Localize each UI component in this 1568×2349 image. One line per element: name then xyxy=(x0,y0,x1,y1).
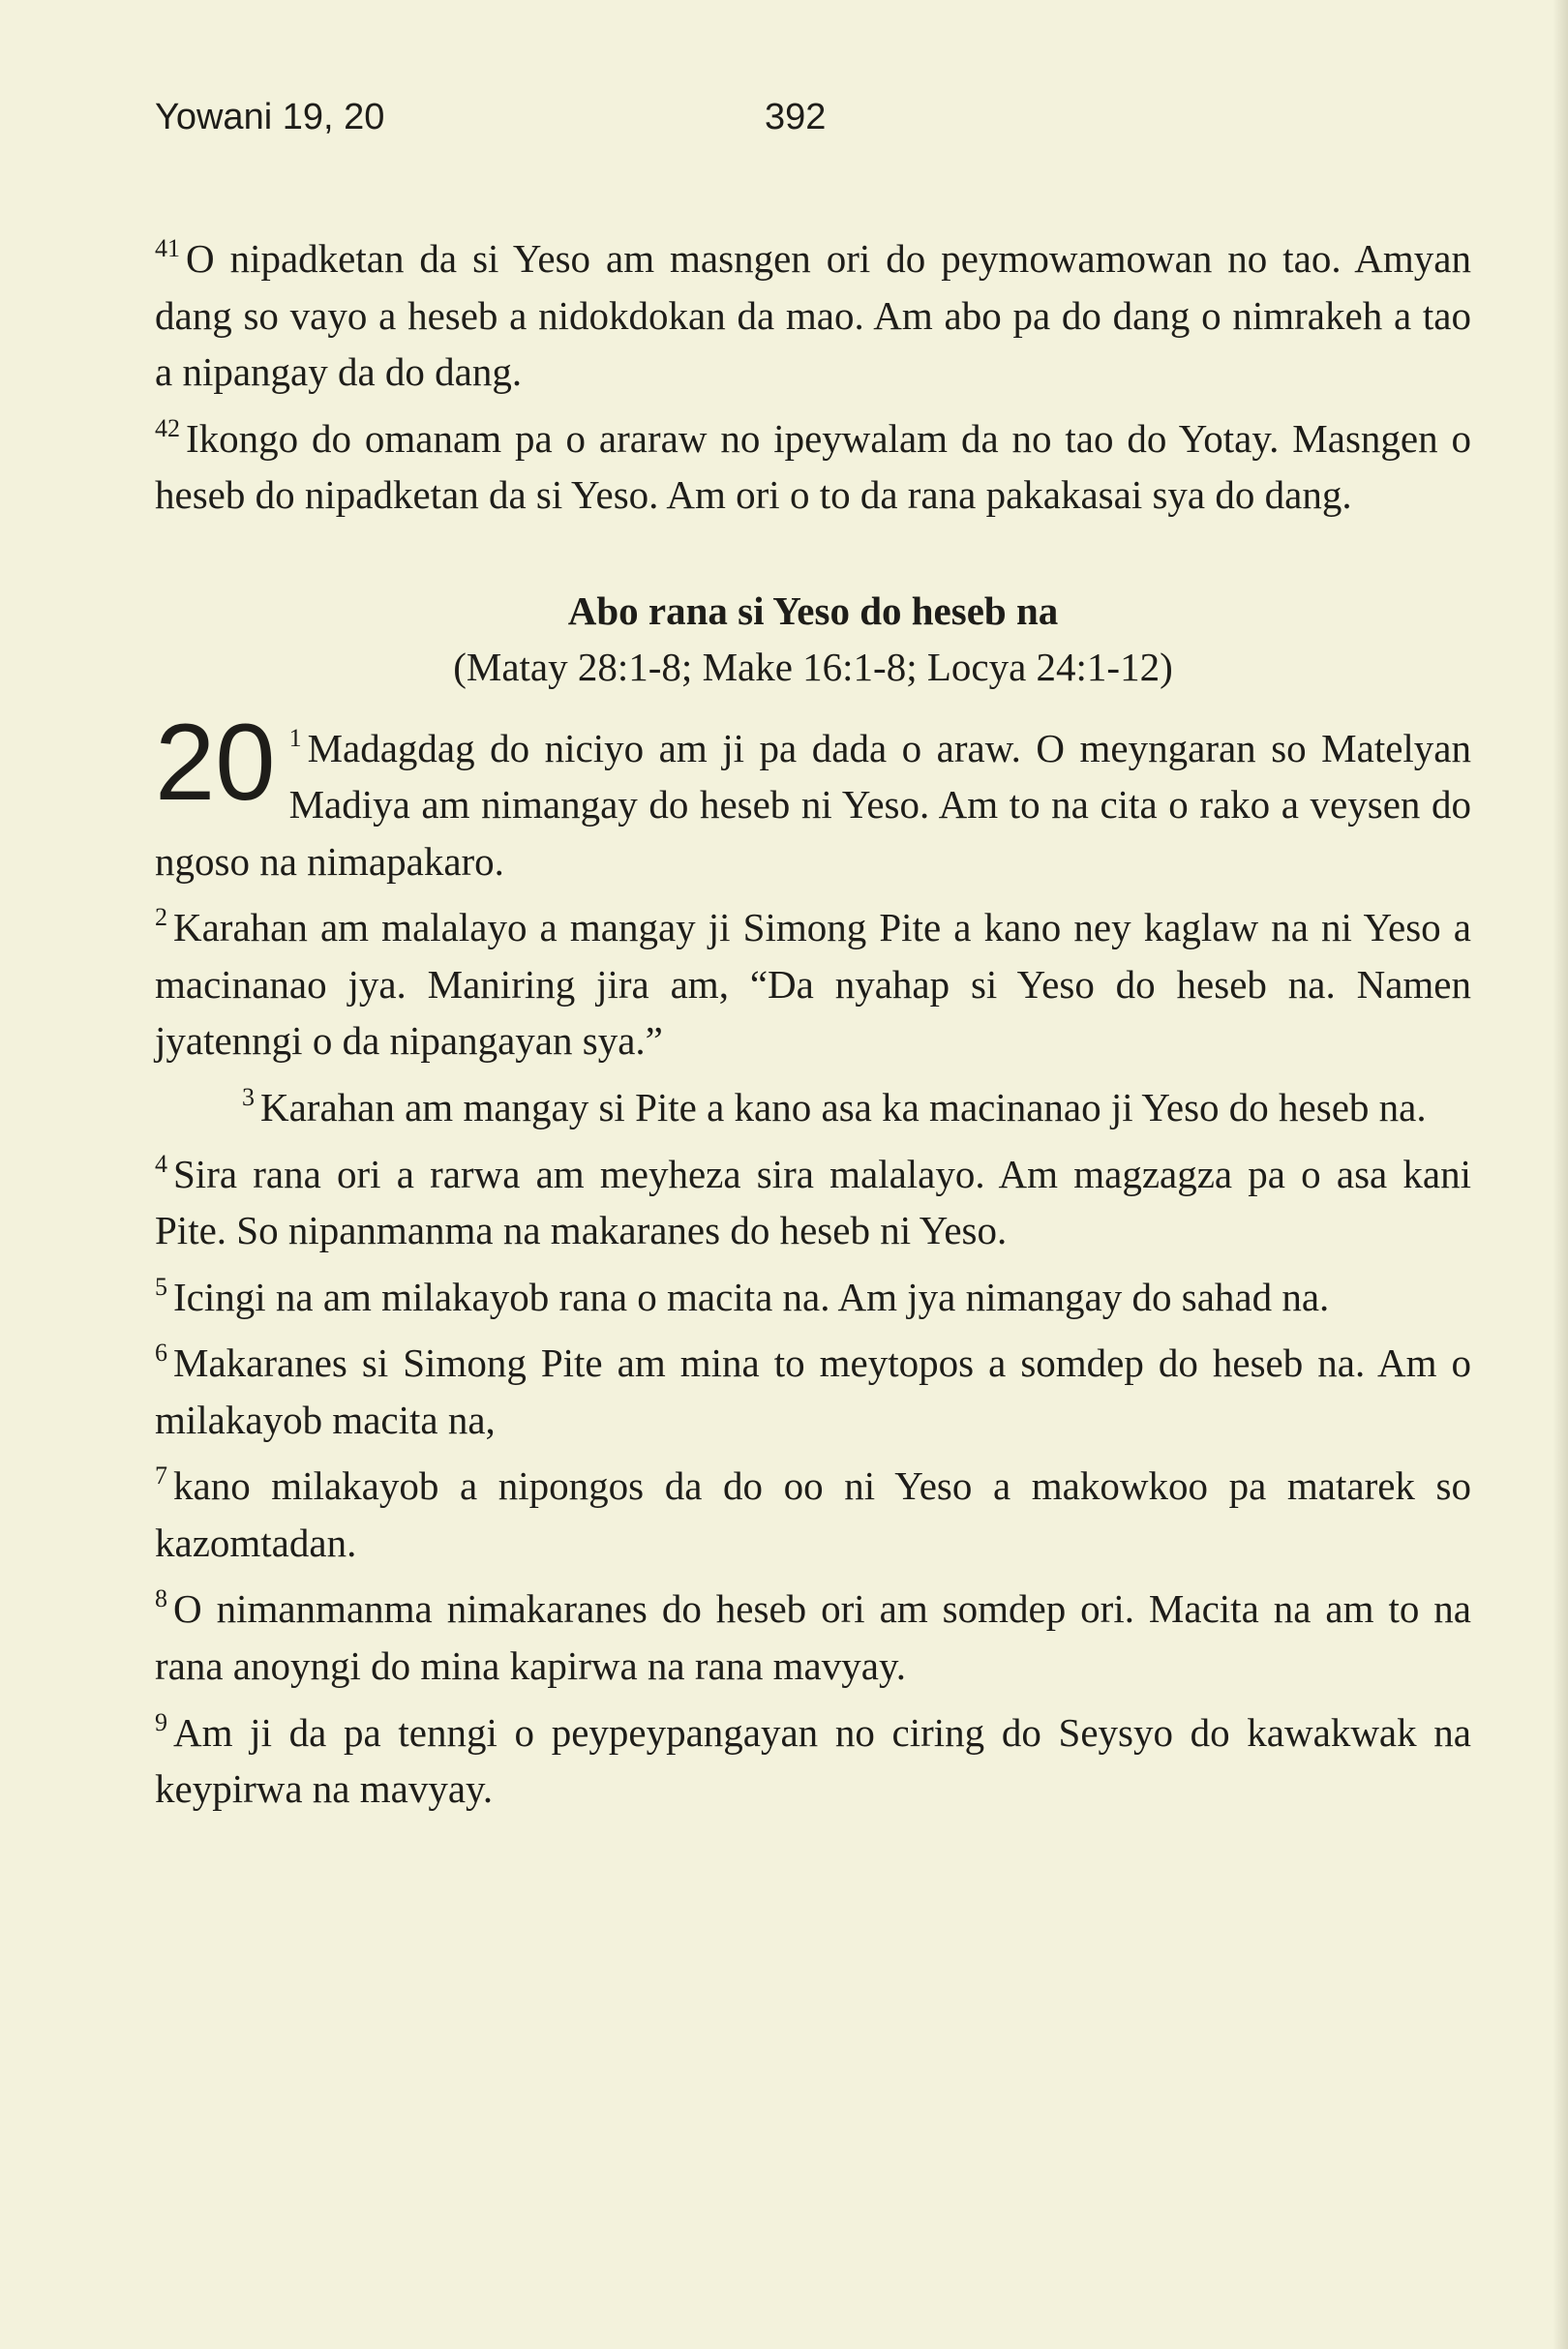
verse-text: Karahan am malalayo a mangay ji Simong Pite a kano ney kaglaw na ni Yeso a macinanao jya. Maniring jira am, “Da nyahap si Yeso do heseb na. Namen jyatenngi o da nipangayan sya.” xyxy=(155,905,1471,1064)
verse-paragraph xyxy=(155,1448,1471,1571)
verse-number: 41 xyxy=(155,234,180,262)
running-head: Yowani 19, 20 xyxy=(155,97,385,137)
page-edge xyxy=(1553,0,1568,2349)
verse-text: kano milakayob a nipongos da do oo ni Yeso a makowkoo pa matarek so kazomtadan. xyxy=(155,1463,1471,1565)
verse-paragraph xyxy=(155,1325,1471,1448)
verse-number: 4 xyxy=(155,1149,167,1178)
verse-number: 5 xyxy=(155,1272,167,1301)
verse-paragraph xyxy=(155,1136,1471,1259)
verse-paragraph xyxy=(155,401,1471,524)
verse-paragraph xyxy=(155,889,1471,1069)
verse-paragraph xyxy=(155,1695,1471,1818)
verse-number: 1 xyxy=(288,723,302,752)
verse-number: 3 xyxy=(242,1082,255,1111)
verse-text: Sira rana ori a rarwa am meyheza sira malalayo. Am magzagza pa o asa kani Pite. So nipanmanma na makaranes do heseb ni Yeso. xyxy=(155,1151,1471,1253)
verse-text: Madagdag do niciyo am ji pa dada o araw. O meyngaran so Matelyan Madiya am nimangay do heseb ni Yeso. Am to na cita o rako a veysen do ngoso na nimapakaro. xyxy=(155,725,1471,884)
verse-number: 7 xyxy=(155,1461,167,1491)
verse-paragraph xyxy=(155,1069,1471,1136)
page-number: 392 xyxy=(765,97,827,137)
scripture-text xyxy=(155,221,1471,1818)
verse-number: 9 xyxy=(155,1707,167,1736)
verse-paragraph xyxy=(155,1571,1471,1694)
verse-number: 6 xyxy=(155,1339,167,1368)
section-heading: Abo rana si Yeso do heseb na xyxy=(567,587,1059,633)
verse-paragraph xyxy=(155,221,1471,401)
chapter-number: 20 xyxy=(155,701,276,823)
verse-text: Am ji da pa tenngi o peypeypangayan no ciring do Seysyo do kawakwak na keypirwa na mavyay. xyxy=(155,1709,1471,1812)
verse-number: 8 xyxy=(155,1584,167,1613)
verse-number: 2 xyxy=(155,903,167,932)
verse-text: Icingi na am milakayob rana o macita na. Am jya nimangay do sahad na. xyxy=(173,1274,1330,1319)
verse-text: O nipadketan da si Yeso am masngen ori do peymowamowan no tao. Amyan dang so vayo a heseb a nidokdokan da mao. Am abo pa do dang o nimrakeh a tao a nipangay da do dang. xyxy=(155,236,1471,395)
verse-number: 42 xyxy=(155,413,180,442)
verse-text: O nimanmanma nimakaranes do heseb ori am somdep ori. Macita na am to na rana anoyngi do mina kapirwa na rana mavyay. xyxy=(155,1586,1471,1689)
verse-paragraph xyxy=(155,701,1471,890)
verse-paragraph xyxy=(155,1259,1471,1326)
verse-text: Makaranes si Simong Pite am mina to meytopos a somdep do heseb na. Am o milakayob macita na, xyxy=(155,1340,1471,1442)
parallel-references: (Matay 28:1-8; Make 16:1-8; Locya 24:1-12) xyxy=(453,644,1173,689)
verse-text: Ikongo do omanam pa o araraw no ipeywalam da no tao do Yotay. Masngen o heseb do nipadketan da si Yeso. Am ori o to da rana pakakasai sya do dang. xyxy=(155,415,1471,518)
verse-text: Karahan am mangay si Pite a kano asa ka macinanao ji Yeso do heseb na. xyxy=(260,1085,1427,1130)
page-header xyxy=(155,97,1471,155)
